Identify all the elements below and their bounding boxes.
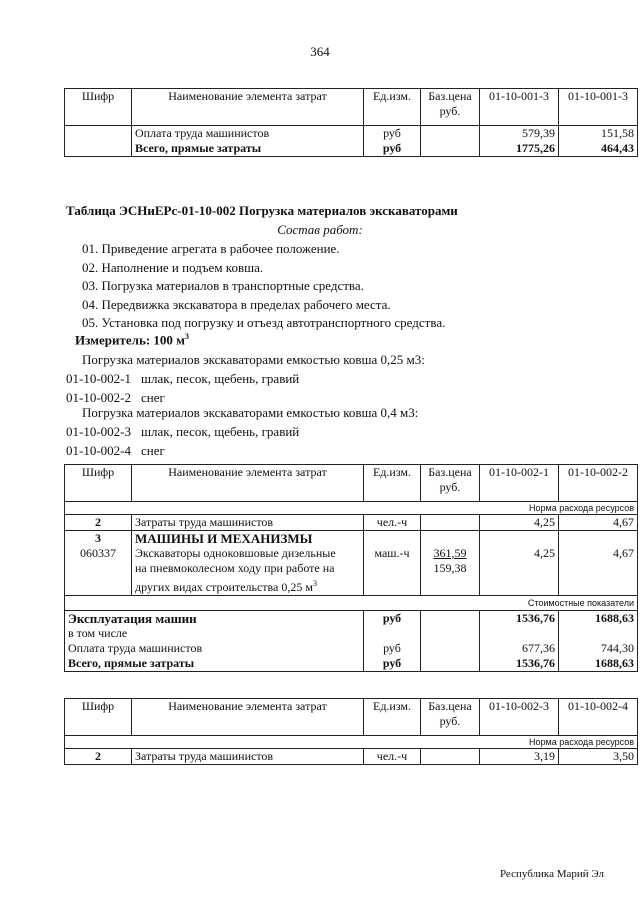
header-unit: Ед.изм.	[364, 699, 421, 736]
row-label: Оплата труда машинистов	[132, 126, 364, 142]
table-row: 3 МАШИНЫ И МЕХАНИЗМЫ	[65, 531, 638, 547]
group2-text: Погрузка материалов экскаваторами емкостью ковша 0,4 м3:	[82, 405, 419, 420]
header-price: Баз.цена руб.	[421, 465, 480, 502]
norm-label-row	[65, 736, 638, 749]
table-row-total: Всего, прямые затраты руб 1536,76 1688,63	[65, 656, 638, 672]
machine-name: Экскаваторы одноковшовые дизельные на пневмоколесном ходу при работе на других видах строительства 0,25 $м^3$	[132, 546, 364, 596]
header-col2: 01-10-002-2	[559, 465, 638, 502]
norm-label: Норма расхода ресурсов	[65, 502, 638, 515]
header-col1: 01-10-002-3	[480, 699, 559, 736]
header-price: Баз.цена руб.	[421, 89, 480, 126]
row-value-1: 1775,26	[480, 141, 559, 157]
work-step: 04. Передвижка экскаватора в пределах рабочего места.	[82, 296, 391, 312]
work-step: 05. Установка под погрузку и отъезд автотранспортного средства.	[82, 315, 446, 330]
header-unit: Ед.изм.	[364, 89, 421, 126]
header-name: Наименование элемента затрат	[132, 699, 364, 736]
list-item: 01-10-002-3 шлак, песок, щебень, гравий	[66, 424, 300, 439]
table-top-continuation	[64, 88, 638, 157]
footer-region: Республика Марий Эл	[499, 868, 604, 880]
section-subtitle: Состав работ:	[277, 222, 363, 237]
row-value-2: 151,58	[559, 126, 638, 142]
table-row: Эксплуатация машин руб 1536,76 1688,63	[65, 611, 638, 627]
table-row: в том числе	[65, 626, 638, 641]
row-unit: руб	[364, 126, 421, 142]
table-resources-1	[64, 464, 638, 672]
table-row	[65, 126, 638, 142]
header-code: Шифр	[65, 89, 132, 126]
table-header-row	[65, 89, 638, 126]
header-col2: 01-10-001-3	[559, 89, 638, 126]
cost-label-row	[65, 596, 638, 611]
table-row: Оплата труда машинистов руб 677,36 744,30	[65, 641, 638, 656]
table-row-total	[65, 141, 638, 157]
header-price: Баз.цена руб.	[421, 699, 480, 736]
work-step: 02. Наполнение и подъем ковша.	[82, 259, 264, 275]
page-number: 364	[310, 44, 330, 59]
machines-heading: МАШИНЫ И МЕХАНИЗМЫ	[132, 531, 364, 547]
machine-price: 361,59 159,38	[421, 546, 480, 596]
header-col1: 01-10-001-3	[480, 89, 559, 126]
cost-label: Стоимостные показатели	[65, 596, 638, 611]
table-row: 060337 Экскаваторы одноковшовые дизельные на пневмоколесном ходу при работе на других видах строительства 0,25 $м^3$ маш.-ч 361,59 159,38 4,25 4,67	[65, 546, 638, 596]
list-item: 01-10-002-4 снег	[66, 442, 165, 458]
row-label: Всего, прямые затраты	[132, 141, 364, 157]
work-steps-list	[82, 240, 445, 333]
header-col1: 01-10-002-1	[480, 465, 559, 502]
row-value-1: 579,39	[480, 126, 559, 142]
header-name: Наименование элемента затрат	[132, 465, 364, 502]
norm-label: Норма расхода ресурсов	[65, 736, 638, 749]
table-row: 2 Затраты труда машинистов чел.-ч 4,25 4,67	[65, 515, 638, 531]
header-col2: 01-10-002-4	[559, 699, 638, 736]
table-resources-2	[64, 698, 638, 765]
row-unit: руб	[364, 141, 421, 157]
header-name: Наименование элемента затрат	[132, 89, 364, 126]
work-step: 03. Погрузка материалов в транспортные средства.	[82, 278, 364, 293]
header-code: Шифр	[65, 465, 132, 502]
group1-text: Погрузка материалов экскаваторами емкостью ковша 0,25 м3:	[82, 352, 425, 367]
table-header-row	[65, 699, 638, 736]
norm-label-row	[65, 502, 638, 515]
header-unit: Ед.изм.	[364, 465, 421, 502]
table-header-row	[65, 465, 638, 502]
group2-items	[66, 423, 299, 460]
list-item: 01-10-002-2 снег	[66, 389, 165, 405]
section-title: Таблица ЭСНиЕРс-01-10-002 Погрузка материалов экскаваторами	[66, 203, 458, 218]
row-value-2: 464,43	[559, 141, 638, 157]
work-step: 01. Приведение агрегата в рабочее положение.	[82, 241, 340, 256]
group1-items	[66, 370, 299, 407]
header-code: Шифр	[65, 699, 132, 736]
measure-unit: Измеритель: 100 $м^3$	[75, 332, 190, 348]
list-item: 01-10-002-1 шлак, песок, щебень, гравий	[66, 371, 300, 386]
table-row: 2 Затраты труда машинистов чел.-ч 3,19 3,50	[65, 749, 638, 765]
